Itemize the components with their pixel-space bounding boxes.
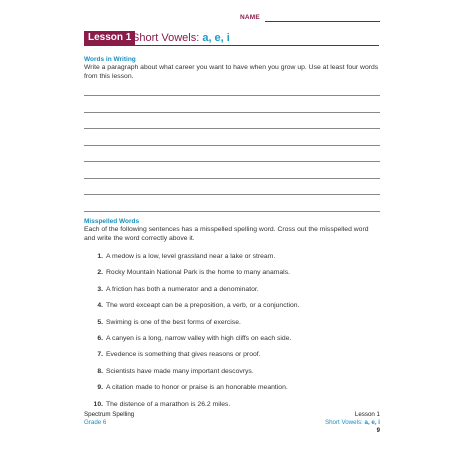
sentence-list xyxy=(90,253,380,417)
item-number: 1. xyxy=(97,253,103,260)
sentence-item xyxy=(90,319,380,335)
misspelled-words-instructions: Each of the following sentences has a misspelled spelling word. Cross out the misspelled word and write the word correctly above it. xyxy=(84,226,369,242)
item-text[interactable]: Scientists have made many important descovrys. xyxy=(106,367,254,375)
name-line[interactable] xyxy=(265,21,380,22)
footer-right xyxy=(325,411,380,427)
page-number: 9 xyxy=(376,428,380,434)
item-number: 9. xyxy=(97,384,103,392)
sentence-item xyxy=(90,351,380,367)
item-text[interactable]: A medow is a low, level grassland near a lake or stream. xyxy=(106,253,276,260)
item-number: 7. xyxy=(97,351,103,359)
writing-line[interactable] xyxy=(84,113,380,130)
item-text[interactable]: A friction has both a numerator and a denominator. xyxy=(106,285,259,293)
sentence-item xyxy=(90,384,380,400)
item-number: 6. xyxy=(97,334,103,342)
item-text[interactable]: Evedence is something that gives reasons or proof. xyxy=(106,351,261,359)
sentence-item xyxy=(90,335,380,351)
writing-line[interactable] xyxy=(84,96,380,113)
topic-text: Short Vowels: xyxy=(132,32,200,44)
lesson-topic xyxy=(132,31,230,45)
writing-line[interactable] xyxy=(84,129,380,146)
item-text[interactable]: The word exceapt can be a preposition, a verb, or a conjunction. xyxy=(106,302,300,310)
writing-line[interactable] xyxy=(84,162,380,179)
words-in-writing-instructions: Write a paragraph about what career you want to have when you grow up. Use at least four words from this lesson. xyxy=(84,64,379,80)
item-text[interactable]: A canyen is a long, narrow valley with high cliffs on each side. xyxy=(106,334,292,342)
footer-grade: Grade 6 xyxy=(84,419,107,426)
footer-lesson: Lesson 1 xyxy=(354,411,380,418)
item-text[interactable]: A citation made to honor or praise is an honorable meantion. xyxy=(106,384,288,392)
item-number: 10. xyxy=(93,400,103,408)
item-number: 8. xyxy=(97,367,103,375)
sentence-item xyxy=(90,269,380,285)
item-number: 2. xyxy=(97,269,103,277)
sentence-item xyxy=(90,286,380,302)
item-number: 3. xyxy=(97,285,103,293)
writing-line[interactable] xyxy=(84,195,380,212)
writing-line[interactable] xyxy=(84,146,380,163)
footer-topic-text: Short Vowels: xyxy=(324,419,363,426)
lesson-badge: Lesson 1 xyxy=(84,31,135,45)
item-text[interactable]: Swiming is one of the best forms of exercise. xyxy=(106,318,241,326)
footer-vowels: a, e, i xyxy=(364,419,380,426)
name-label: NAME xyxy=(240,14,260,21)
item-text[interactable]: Rocky Mountain National Park is the home to many anamals. xyxy=(106,269,290,277)
item-number: 5. xyxy=(97,318,103,326)
sentence-item xyxy=(90,302,380,318)
sentence-item xyxy=(90,253,380,269)
lesson-title xyxy=(84,31,379,46)
item-number: 4. xyxy=(97,302,103,310)
writing-area[interactable] xyxy=(84,95,380,212)
item-text[interactable]: The distence of a marathon is 26.2 miles. xyxy=(106,400,231,408)
topic-vowels: a, e, i xyxy=(202,32,230,44)
name-field[interactable] xyxy=(240,14,380,24)
sentence-item xyxy=(90,368,380,384)
footer-book: Spectrum Spelling xyxy=(84,411,135,418)
footer-left xyxy=(84,411,134,427)
misspelled-words-heading: Misspelled Words xyxy=(84,218,140,225)
writing-line[interactable] xyxy=(84,179,380,196)
words-in-writing-heading: Words in Writing xyxy=(84,56,136,63)
footer-topic xyxy=(325,419,380,427)
